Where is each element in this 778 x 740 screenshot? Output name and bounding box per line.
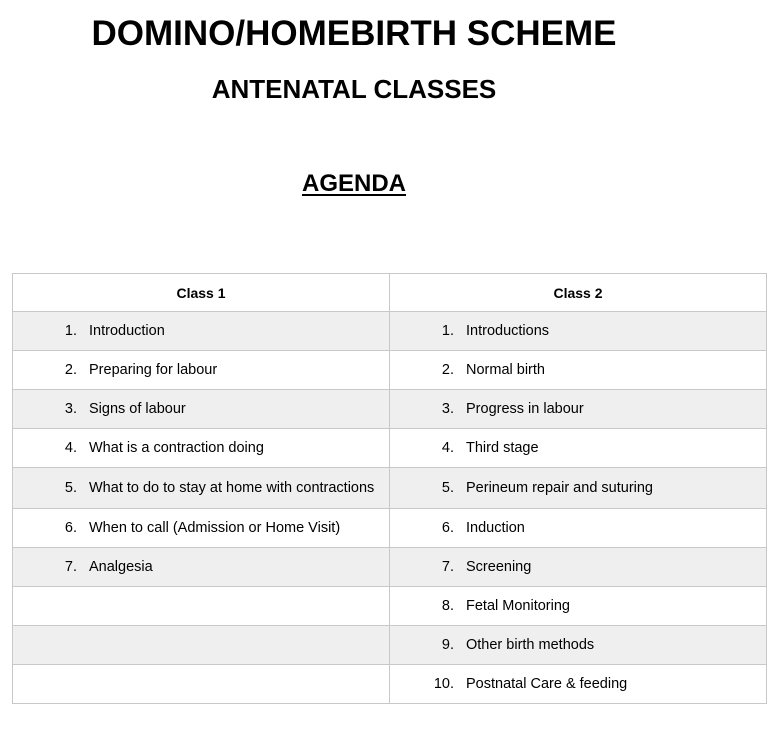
item-text: Introductions [466, 323, 550, 339]
class-1-cell [13, 312, 390, 351]
table-row [13, 587, 767, 626]
item-text: Progress in labour [466, 401, 584, 417]
class-1-cell [13, 548, 390, 587]
class-2-cell [390, 351, 767, 390]
table-row [13, 351, 767, 390]
item-text: Fetal Monitoring [466, 598, 570, 614]
item-text: Postnatal Care & feeding [466, 676, 628, 692]
class-2-cell [390, 509, 767, 548]
item-text: What is a contraction doing [89, 440, 264, 456]
item-number: 1. [441, 323, 454, 339]
class-1-cell [13, 390, 390, 429]
item-number: 4. [64, 440, 77, 456]
item-text: Signs of labour [89, 401, 186, 417]
item-text: Third stage [466, 440, 539, 456]
item-number: 5. [441, 480, 454, 496]
class-1-cell [13, 351, 390, 390]
table-row [13, 626, 767, 665]
item-number: 10. [433, 676, 454, 692]
table-row [13, 429, 767, 468]
item-text: Normal birth [466, 362, 545, 378]
class-2-cell [390, 429, 767, 468]
item-text: Other birth methods [466, 637, 595, 653]
table-row [13, 468, 767, 509]
table-row [13, 665, 767, 704]
item-text: Preparing for labour [89, 362, 218, 378]
item-number: 4. [441, 440, 454, 456]
class-2-cell [390, 665, 767, 704]
item-text: Induction [466, 520, 525, 536]
class-2-header: Class 2 [390, 274, 767, 312]
document-subtitle: ANTENATAL CLASSES [211, 74, 497, 104]
agenda-heading: AGENDA [301, 170, 406, 197]
class-1-cell-empty [13, 626, 390, 665]
class-1-cell [13, 429, 390, 468]
item-number: 2. [441, 362, 454, 378]
table-row [13, 548, 767, 587]
item-number: 6. [64, 520, 77, 536]
document-title: DOMINO/HOMEBIRTH SCHEME [91, 14, 617, 53]
item-text: Perineum repair and suturing [466, 480, 653, 496]
item-text: Screening [466, 559, 532, 575]
class-1-cell-empty [13, 587, 390, 626]
class-2-cell [390, 312, 767, 351]
item-number: 3. [441, 401, 454, 417]
item-text: Introduction [89, 323, 165, 339]
class-1-header: Class 1 [13, 274, 390, 312]
item-number: 2. [64, 362, 77, 378]
table-row [13, 390, 767, 429]
item-number: 7. [64, 559, 77, 575]
item-number: 3. [64, 401, 77, 417]
table-row [13, 509, 767, 548]
class-2-cell [390, 587, 767, 626]
item-text: What to do to stay at home with contractions [89, 480, 375, 496]
item-number: 6. [441, 520, 454, 536]
item-number: 8. [441, 598, 454, 614]
class-1-cell [13, 509, 390, 548]
class-2-cell [390, 626, 767, 665]
class-1-cell-empty [13, 665, 390, 704]
item-number: 9. [441, 637, 454, 653]
item-number: 7. [441, 559, 454, 575]
class-2-cell [390, 548, 767, 587]
item-text: When to call (Admission or Home Visit) [89, 520, 341, 536]
table-header-row [13, 274, 767, 312]
table-row [13, 312, 767, 351]
class-2-cell [390, 390, 767, 429]
item-number: 1. [64, 323, 77, 339]
item-number: 5. [64, 480, 77, 496]
item-text: Analgesia [89, 559, 153, 575]
class-1-cell [13, 468, 390, 509]
class-2-cell [390, 468, 767, 509]
agenda-table [12, 273, 767, 704]
